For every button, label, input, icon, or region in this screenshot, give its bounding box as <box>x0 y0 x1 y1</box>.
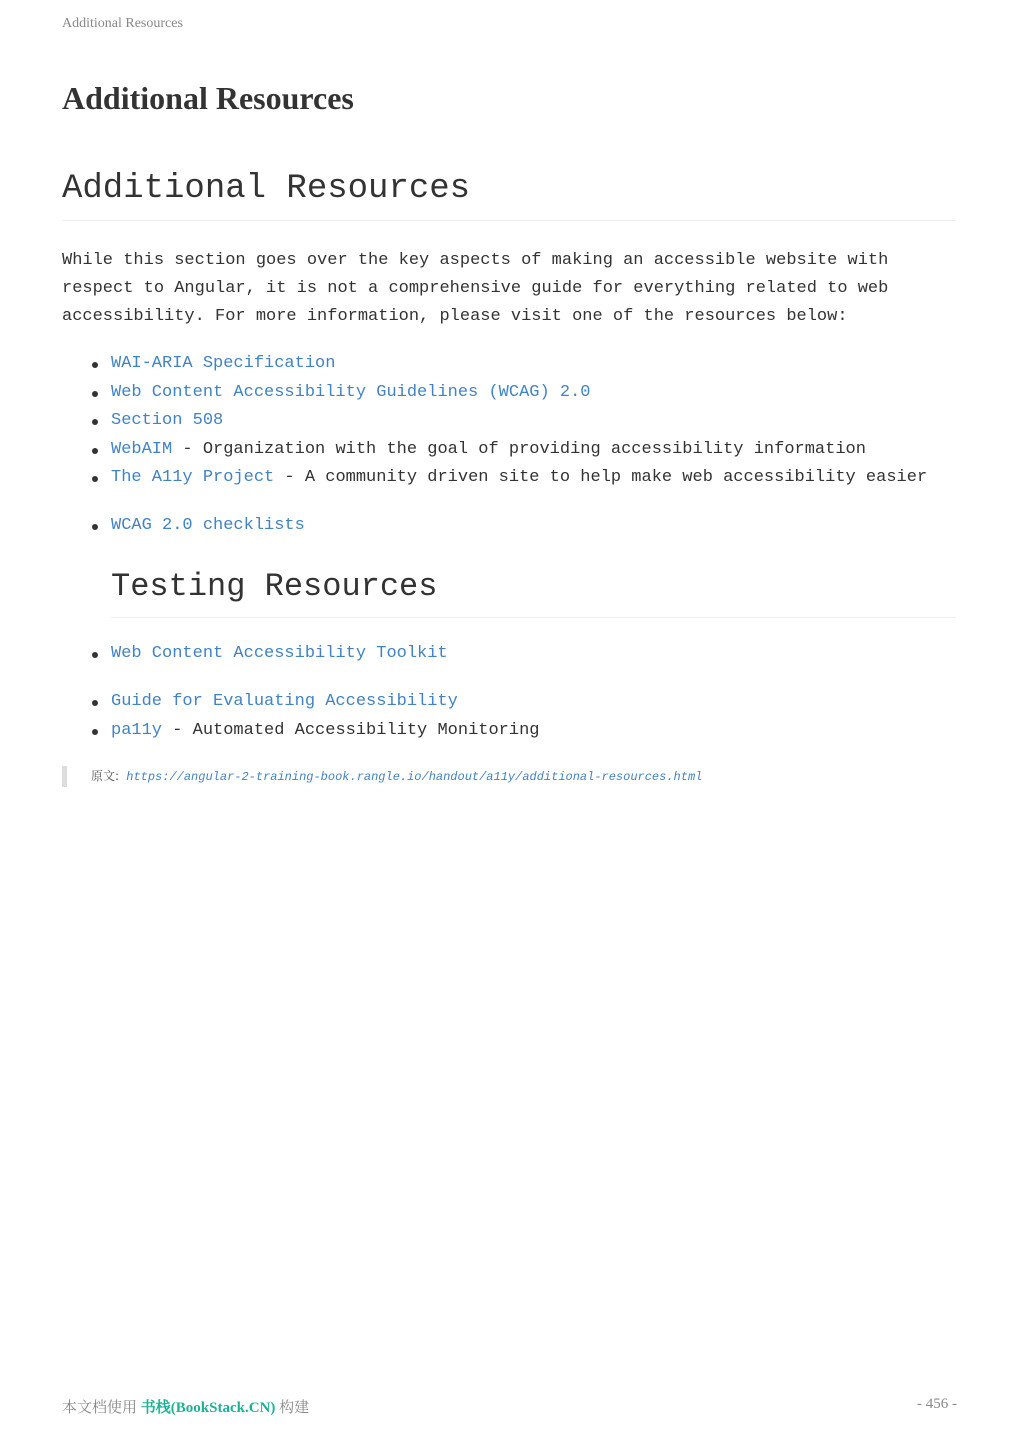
section-heading: Additional Resources <box>62 170 956 221</box>
footer-prefix: 本文档使用 <box>62 1400 141 1416</box>
list-item <box>90 640 990 669</box>
resource-description: - A community driven site to help make web accessibility easier <box>274 468 928 487</box>
resource-link[interactable]: Web Content Accessibility Guidelines (WCAG) 2.0 <box>111 382 591 402</box>
resource-link[interactable]: pa11y <box>111 720 163 740</box>
document-title: Additional Resources <box>62 80 354 116</box>
testing-list <box>90 688 990 745</box>
bookstack-link[interactable]: 书栈(BookStack.CN) <box>140 1400 276 1416</box>
resource-link[interactable]: Web Content Accessibility Toolkit <box>111 644 448 663</box>
list-item <box>90 688 990 717</box>
resource-description: - Organization with the goal of providing accessibility information <box>172 439 866 459</box>
list-item <box>90 407 990 436</box>
list-item <box>90 379 990 408</box>
list-item <box>90 350 990 379</box>
source-label: 原文: <box>91 769 120 783</box>
list-item <box>90 436 990 465</box>
resource-link[interactable]: WAI-ARIA Specification <box>111 354 336 373</box>
resources-list <box>90 350 990 493</box>
source-link[interactable]: https://angular-2-training-book.rangle.io/handout/a11y/additional-resources.html <box>126 770 703 784</box>
testing-heading: Testing Resources <box>111 568 956 618</box>
list-item <box>90 512 990 541</box>
resource-link[interactable]: The A11y Project <box>111 468 275 487</box>
source-blockquote <box>62 766 702 787</box>
resource-link[interactable]: WebAIM <box>111 439 173 459</box>
resource-link[interactable]: WCAG 2.0 checklists <box>111 516 305 535</box>
list-item <box>90 464 990 493</box>
resource-description: - Automated Accessibility Monitoring <box>162 720 540 740</box>
list-item <box>90 717 990 746</box>
intro-paragraph: While this section goes over the key aspects of making an accessible website with respect to Angular, it is not a comprehensive guide for everything related to web accessibility. For more information, please visit one of the resources below: <box>62 251 889 326</box>
testing-list <box>90 640 990 669</box>
page-number: - 456 - <box>917 1396 957 1412</box>
running-header: Additional Resources <box>62 16 183 31</box>
footer-credit <box>62 1396 309 1417</box>
resource-link[interactable]: Section 508 <box>111 411 224 430</box>
resources-list <box>90 512 990 541</box>
footer-suffix: 构建 <box>275 1400 310 1416</box>
resource-link[interactable]: Guide for Evaluating Accessibility <box>111 692 458 711</box>
